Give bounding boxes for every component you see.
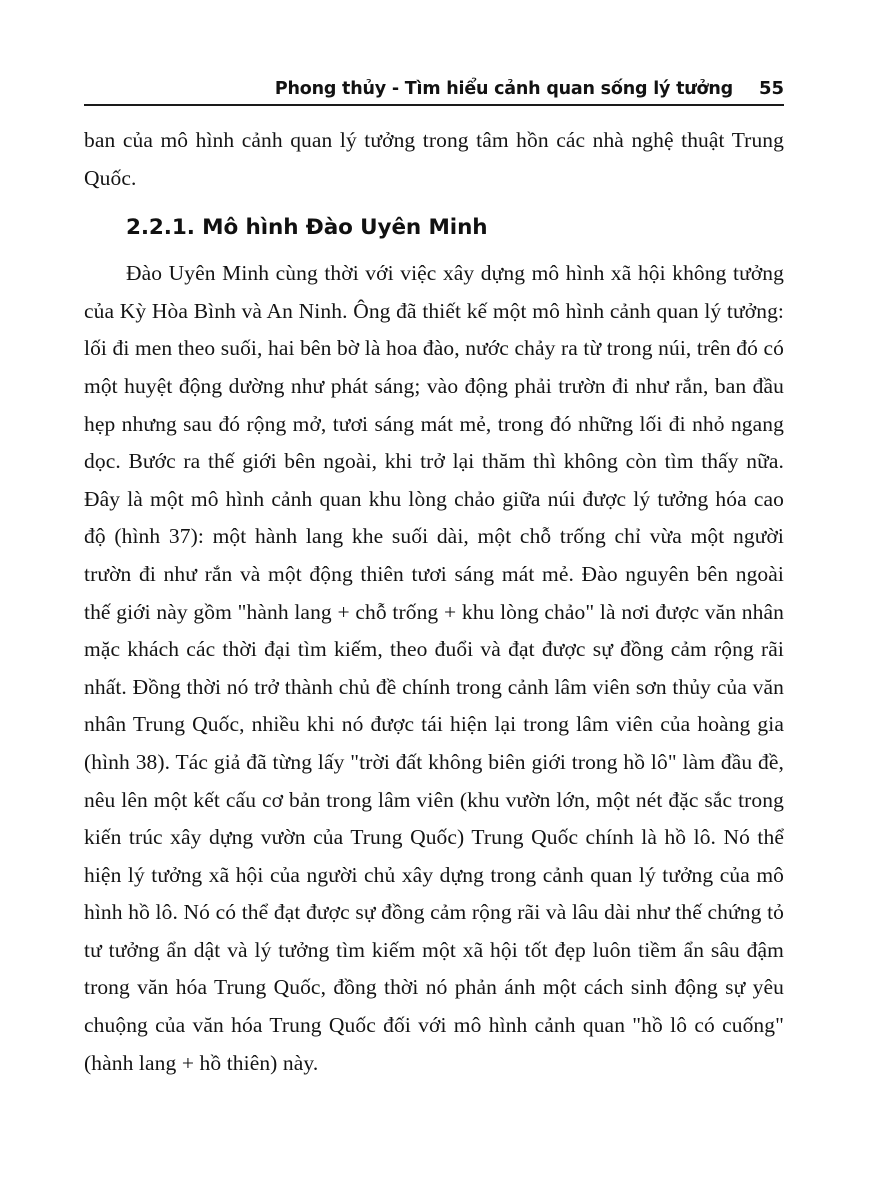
- header-divider: [84, 104, 784, 106]
- section-heading: 2.2.1. Mô hình Đào Uyên Minh: [126, 215, 488, 241]
- page-content: [84, 122, 784, 1082]
- continued-paragraph: ban của mô hình cảnh quan lý tưởng trong tâm hồn các nhà nghệ thuật Trung Quốc.: [84, 128, 784, 190]
- page-number: 55: [758, 78, 784, 99]
- main-paragraph: Đào Uyên Minh cùng thời với việc xây dựng mô hình xã hội không tưởng của Kỳ Hòa Bình và An Ninh. Ông đã thiết kế một mô hình cảnh quan lý tưởng: lối đi men theo suối, hai bên bờ là hoa đào, nước chảy ra từ trong núi, trên đó có một huyệt động dường như phát sáng; vào động phải trườn đi như rắn, ban đầu hẹp nhưng sau đó rộng mở, tươi sáng mát mẻ, trong đó những lối đi nhỏ ngang dọc. Bước ra thế giới bên ngoài, khi trở lại thăm thì không còn tìm thấy nữa. Đây là một mô hình cảnh quan khu lòng chảo giữa núi được lý tưởng hóa cao độ (hình 37): một hành lang khe suối dài, một chỗ trống chỉ vừa một người trườn đi như rắn và một động thiên tươi sáng mát mẻ. Đào nguyên bên ngoài thế giới này gồm "hành lang + chỗ trống + khu lòng chảo" là nơi được văn nhân mặc khách các thời đại tìm kiếm, theo đuổi và đạt được sự đồng cảm rộng rãi nhất. Đồng thời nó trở thành chủ đề chính trong cảnh lâm viên sơn thủy của văn nhân Trung Quốc, nhiều khi nó được tái hiện lại trong lâm viên của hoàng gia (hình 38). Tác giả đã từng lấy "trời đất không biên giới trong hồ lô" làm đầu đề, nêu lên một kết cấu cơ bản trong lâm viên (khu vườn lớn, một nét đặc sắc trong kiến trúc xây dựng vườn của Trung Quốc) Trung Quốc chính là hồ lô. Nó thể hiện lý tưởng xã hội của người chủ xây dựng trong cảnh quan lý tưởng của mô hình hồ lô. Nó có thể đạt được sự đồng cảm rộng rãi và lâu dài như thế chứng tỏ tư tưởng ẩn dật và lý tưởng tìm kiếm một xã hội tốt đẹp luôn tiềm ẩn sâu đậm trong văn hóa Trung Quốc, đồng thời nó phản ánh một cách sinh động sự yêu chuộng của văn hóa Trung Quốc đối với mô hình cảnh quan "hồ lô có cuống" (hành lang + hồ thiên) này.: [84, 261, 784, 1075]
- page-header: [84, 78, 784, 99]
- running-title: Phong thủy - Tìm hiểu cảnh quan sống lý tưởng: [274, 79, 733, 99]
